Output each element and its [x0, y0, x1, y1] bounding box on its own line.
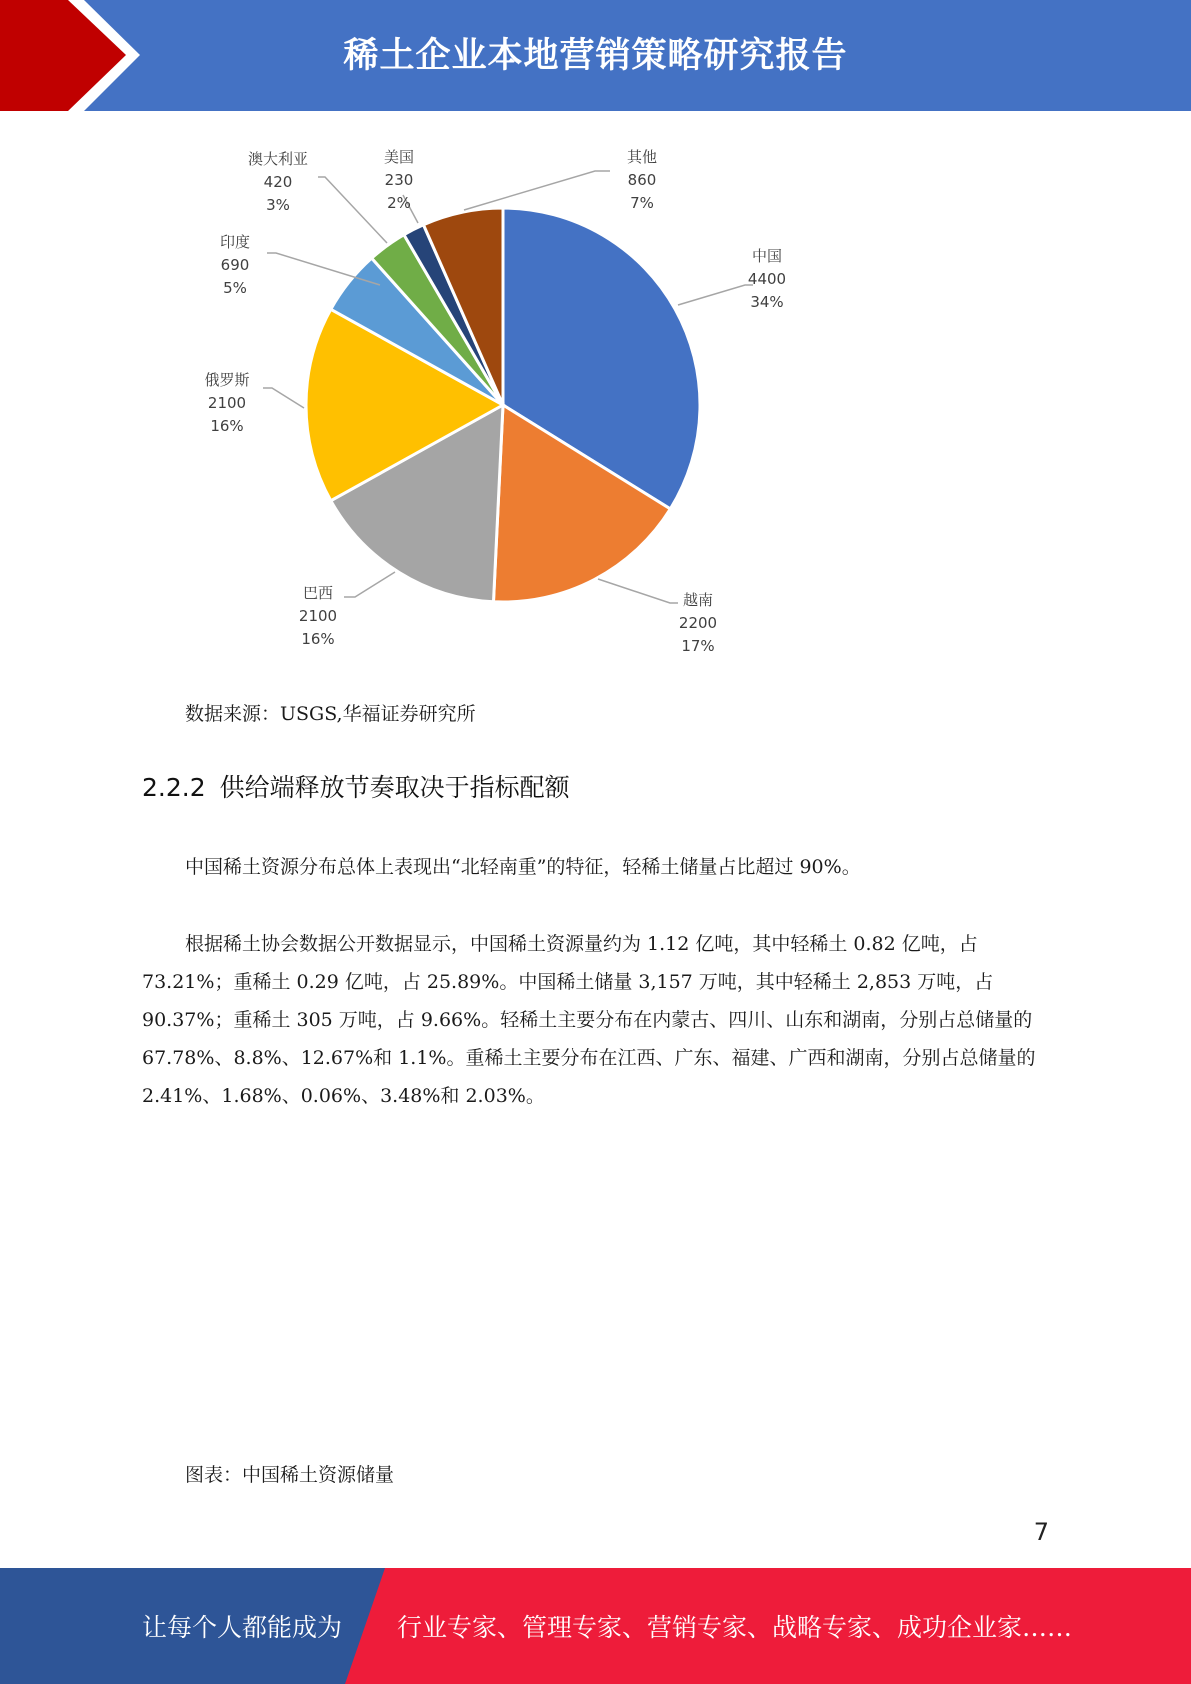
- slice-label-percent-5: 3%: [266, 196, 290, 214]
- page-number: 7: [1033, 1518, 1049, 1546]
- slice-label-name-0: 中国: [751, 247, 783, 265]
- leader-line-3: [263, 388, 304, 408]
- pie-chart-svg: [150, 135, 830, 665]
- slice-label-percent-6: 2%: [387, 194, 411, 212]
- leader-line-1: [598, 579, 678, 603]
- slice-label-value-2: 2100: [298, 607, 338, 625]
- section-heading: [142, 768, 570, 804]
- leader-line-0: [678, 285, 753, 305]
- slice-label-percent-7: 7%: [630, 194, 654, 212]
- slice-label-name-1: 越南: [682, 591, 714, 609]
- leader-line-7: [464, 171, 610, 210]
- slice-label-value-6: 230: [384, 171, 414, 189]
- slice-label-name-5: 澳大利亚: [247, 150, 309, 168]
- slice-label-percent-1: 17%: [681, 637, 715, 655]
- slice-label-value-3: 2100: [207, 394, 247, 412]
- footer-slogan-left: 让每个人都能成为: [142, 1613, 343, 1642]
- slice-label-percent-3: 16%: [210, 417, 244, 435]
- section-title: 供给端释放节奏取决于指标配额: [219, 773, 570, 802]
- slice-label-percent-4: 5%: [223, 279, 247, 297]
- paragraph-1: 中国稀土资源分布总体上表现出“北轻南重”的特征，轻稀土储量占比超过 90%。: [185, 856, 861, 878]
- slice-label-name-3: 俄罗斯: [204, 371, 250, 389]
- slice-label-percent-2: 16%: [301, 630, 335, 648]
- slice-label-value-4: 690: [220, 256, 250, 274]
- page-footer: [0, 1568, 1191, 1684]
- report-title: 稀土企业本地营销策略研究报告: [343, 36, 848, 76]
- footer-slogan-right: 行业专家、管理专家、营销专家、战略专家、成功企业家……: [397, 1613, 1073, 1642]
- page-header: [0, 0, 1191, 111]
- slice-label-value-7: 860: [627, 171, 657, 189]
- figure-caption: 图表：中国稀土资源储量: [185, 1464, 395, 1486]
- chart-source-note: 数据来源：USGS,华福证券研究所: [185, 703, 476, 725]
- slice-label-name-6: 美国: [383, 148, 415, 166]
- section-number: 2.2.2: [142, 773, 206, 802]
- slice-label-value-5: 420: [263, 173, 293, 191]
- slice-label-value-1: 2200: [678, 614, 718, 632]
- paragraph-2: 根据稀土协会数据公开数据显示，中国稀土资源量约为 1.12 亿吨，其中轻稀土 0.82 亿吨，占 73.21%；重稀土 0.29 亿吨，占 25.89%。中国稀土储量 3,157 万吨，其中轻稀土 2,853 万吨，占 90.37%；重稀土 305 万吨，占 9.66%。轻稀土主要分布在内蒙古、四川、山东和湖南，分别占总储量的 67.78%、8.8%、12.67%和 1.1%。重稀土主要分布在江西、广东、福建、广西和湖南，分别占总储量的 2.41%、1.68%、0.06%、3.48%和 2.03%。: [142, 933, 1036, 1107]
- pie-chart: [150, 135, 830, 665]
- slice-label-name-4: 印度: [219, 233, 251, 251]
- slice-label-value-0: 4400: [747, 270, 787, 288]
- leader-line-2: [344, 572, 395, 597]
- slice-label-percent-0: 34%: [750, 293, 784, 311]
- slice-label-name-7: 其他: [626, 148, 658, 166]
- leader-line-5: [318, 177, 387, 243]
- slice-label-name-2: 巴西: [302, 584, 334, 602]
